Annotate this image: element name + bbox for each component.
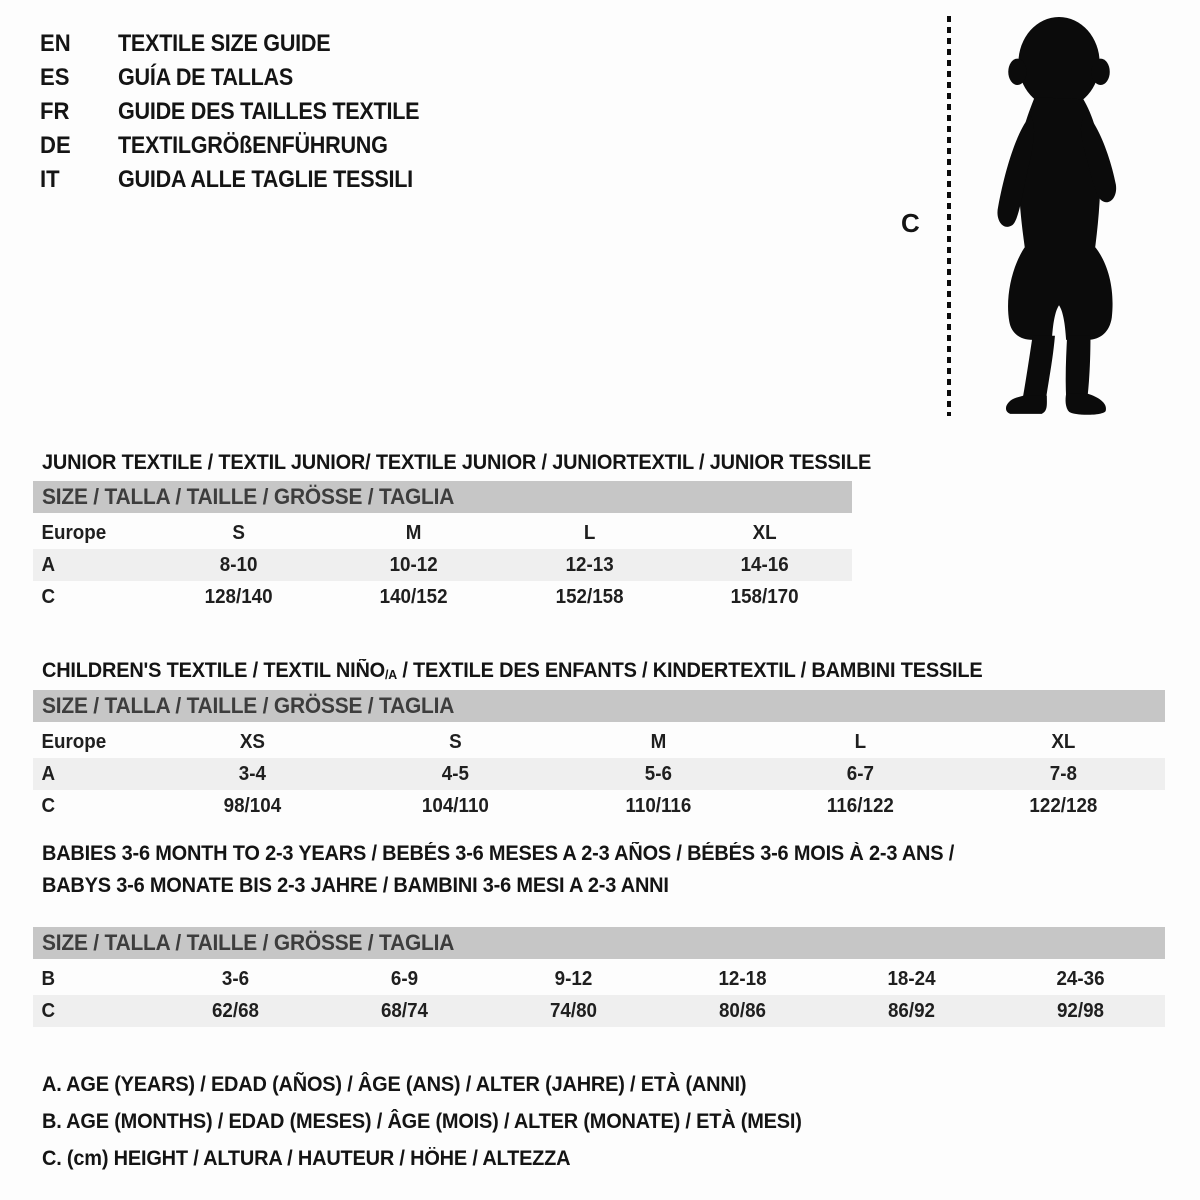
cell: 12-13 — [565, 553, 614, 576]
cell: 74/80 — [549, 999, 598, 1022]
cell: S — [232, 521, 245, 544]
title-row-es — [40, 61, 453, 95]
table-row — [33, 758, 1165, 790]
cell: L — [855, 730, 867, 753]
row-label: C — [41, 794, 56, 817]
language-code: ES — [40, 64, 70, 91]
title-row-it — [40, 163, 453, 197]
cell: 24-36 — [1056, 967, 1105, 990]
cell: M — [650, 730, 666, 753]
cell: 9-12 — [554, 967, 593, 990]
cell: L — [583, 521, 595, 544]
cell: 92/98 — [1056, 999, 1105, 1022]
cell: XS — [239, 730, 265, 753]
cell: XL — [1051, 730, 1076, 753]
legend-line-a: A. AGE (YEARS) / EDAD (AÑOS) / ÂGE (ANS) / ALTER (JAHRE) / ETÀ (ANNI) — [42, 1073, 747, 1096]
guide-title: GUIDA ALLE TAGLIE TESSILI — [118, 166, 413, 193]
size-header-label: SIZE / TALLA / TAILLE / GRÖSSE / TAGLIA — [42, 693, 455, 718]
guide-title: GUÍA DE TALLAS — [118, 64, 294, 91]
cell: 6-7 — [847, 762, 875, 785]
cell: 68/74 — [380, 999, 429, 1022]
height-dashed-line — [947, 16, 951, 416]
cell: 8-10 — [219, 553, 258, 576]
baby-silhouette — [968, 14, 1148, 420]
language-code: FR — [40, 98, 70, 125]
cell: 110/116 — [625, 794, 691, 817]
cell: XL — [752, 521, 777, 544]
language-code: EN — [40, 30, 71, 57]
cell: 86/92 — [887, 999, 936, 1022]
language-title-list — [40, 27, 453, 197]
size-header-bar — [33, 690, 1165, 722]
children-section-title — [42, 659, 983, 683]
guide-title: GUIDE DES TAILLES TEXTILE — [118, 98, 420, 125]
table-row — [33, 790, 1165, 822]
table-row — [33, 726, 1165, 758]
measurement-legend — [42, 1066, 842, 1177]
row-label: Europe — [41, 521, 107, 544]
size-header-bar — [33, 481, 852, 513]
legend-line-b: B. AGE (MONTHS) / EDAD (MESES) / ÂGE (MOIS) / ALTER (MONATE) / ETÀ (MESI) — [42, 1110, 802, 1133]
table-row — [33, 549, 852, 581]
title-row-fr — [40, 95, 453, 129]
cell: 158/170 — [730, 585, 799, 608]
size-header-bar — [33, 927, 1165, 959]
cell: 80/86 — [718, 999, 767, 1022]
children-size-table — [33, 690, 1165, 822]
cell: 14-16 — [740, 553, 789, 576]
children-title-sub: /A — [385, 667, 398, 683]
cell: S — [448, 730, 462, 753]
title-row-en — [40, 27, 453, 61]
size-header-label: SIZE / TALLA / TAILLE / GRÖSSE / TAGLIA — [42, 484, 455, 509]
table-row — [33, 963, 1165, 995]
row-label: C — [41, 585, 56, 608]
title-row-de — [40, 129, 453, 163]
junior-section-title: JUNIOR TEXTILE / TEXTIL JUNIOR/ TEXTILE JUNIOR / JUNIORTEXTIL / JUNIOR TESSILE — [42, 451, 872, 475]
cell: 140/152 — [379, 585, 448, 608]
guide-title: TEXTILE SIZE GUIDE — [118, 30, 331, 57]
cell: 152/158 — [555, 585, 624, 608]
row-label: Europe — [41, 730, 107, 753]
cell: 6-9 — [390, 967, 419, 990]
cell: 98/104 — [223, 794, 282, 817]
table-row — [33, 995, 1165, 1027]
cell: 3-4 — [238, 762, 266, 785]
cell: 7-8 — [1049, 762, 1078, 785]
babies-section-title — [42, 838, 1002, 902]
cell: 5-6 — [644, 762, 672, 785]
cell: 4-5 — [441, 762, 469, 785]
cell: M — [406, 521, 422, 544]
children-title-post: / TEXTILE DES ENFANTS / KINDERTEXTIL / BAMBINI TESSILE — [397, 659, 983, 683]
height-measure-label: C — [901, 208, 920, 238]
cell: 12-18 — [718, 967, 767, 990]
language-code: IT — [40, 166, 60, 193]
cell: 10-12 — [389, 553, 438, 576]
guide-title: TEXTILGRÖßENFÜHRUNG — [118, 132, 388, 159]
babies-title-line2: BABYS 3-6 MONATE BIS 2-3 JAHRE / BAMBINI 3-6 MESI A 2-3 ANNI — [42, 874, 669, 897]
cell: 116/122 — [827, 794, 895, 817]
legend-line-c: C. (cm) HEIGHT / ALTURA / HAUTEUR / HÖHE / ALTEZZA — [42, 1147, 571, 1170]
babies-size-table — [33, 927, 1165, 1027]
table-row — [33, 517, 852, 549]
row-label: C — [41, 999, 56, 1022]
cell: 104/110 — [421, 794, 489, 817]
cell: 128/140 — [204, 585, 273, 608]
cell: 3-6 — [221, 967, 250, 990]
row-label: A — [41, 553, 56, 576]
row-label: B — [41, 967, 56, 990]
cell: 62/68 — [211, 999, 260, 1022]
language-code: DE — [40, 132, 71, 159]
children-title-pre: CHILDREN'S TEXTILE / TEXTIL NIÑO — [42, 659, 386, 683]
row-label: A — [41, 762, 56, 785]
table-row — [33, 581, 852, 613]
size-header-label: SIZE / TALLA / TAILLE / GRÖSSE / TAGLIA — [42, 930, 455, 955]
cell: 18-24 — [887, 967, 936, 990]
cell: 122/128 — [1029, 794, 1098, 817]
junior-size-table — [33, 481, 852, 613]
babies-title-line1: BABIES 3-6 MONTH TO 2-3 YEARS / BEBÉS 3-6 MESES A 2-3 AÑOS / BÉBÉS 3-6 MOIS À 2-3 ANS / — [42, 842, 955, 865]
